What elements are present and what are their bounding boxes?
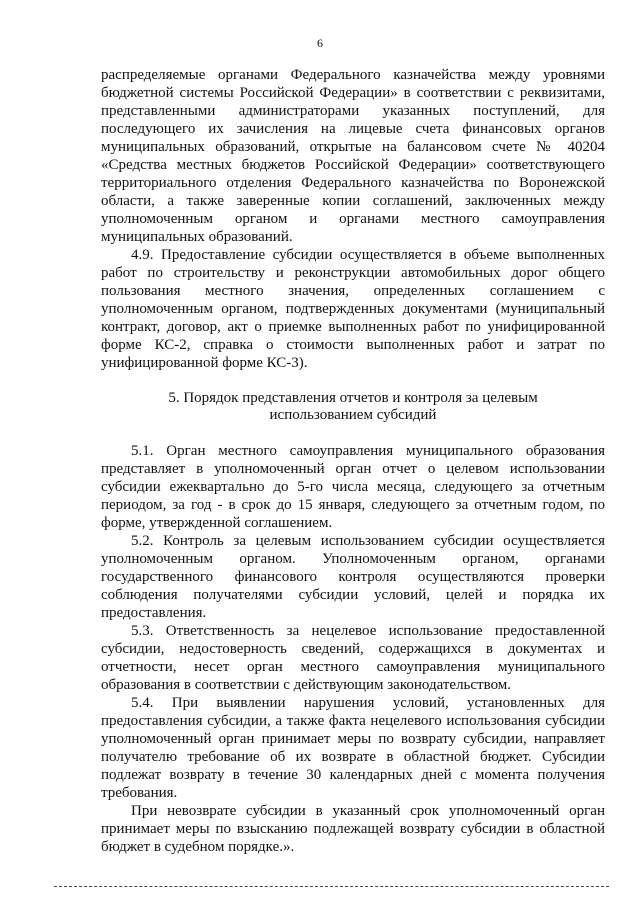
page-number: 6: [317, 36, 323, 50]
paragraph-5-2: 5.2. Контроль за целевым использованием субсидии осуществляется уполномоченным органом. Уполномоченным органом, органами государственного финансового контроля осуществляются проверки соблюдения получателями субсидии условий, целей и порядка их предоставления.: [101, 533, 605, 621]
section-heading: [101, 390, 605, 424]
paragraph-non-return: При невозврате субсидии в указанный срок уполномоченный орган принимает меры по взысканию подлежащей возврату субсидии в областной бюджет в судебном порядке.».: [101, 803, 605, 855]
paragraph-5-4: 5.4. При выявлении нарушения условий, установленных для предоставления субсидии, а также факта нецелевого использования субсидии уполномоченный орган принимает меры по возврату субсидии, направляет получателю требование об их возврате в областной бюджет. Субсидии подлежат возврату в течение 30 календарных дней с момента получения требования.: [101, 695, 605, 801]
paragraph-4-9: 4.9. Предоставление субсидии осуществляется в объеме выполненных работ по строительству и реконструкции автомобильных дорог общего пользования местного значения, определенных соглашением с уполномоченным органом, подтвержденных документами (муниципальный контракт, договор, акт о приемке выполненных работ по унифицированной форме КС-2, справка о стоимости выполненных работ и затрат по унифицированной форме КС-3).: [101, 247, 605, 371]
paragraph-5-3: 5.3. Ответственность за нецелевое использование предоставленной субсидии, недостоверность сведений, содержащихся в документах и отчетности, несет орган местного самоуправления муниципального образования в соответствии с действующим законодательством.: [101, 623, 605, 693]
section-heading-line-1: 5. Порядок представления отчетов и контроля за целевым: [168, 390, 538, 406]
paragraph-continuation: распределяемые органами Федерального казначейства между уровнями бюджетной системы Российской Федерации» в соответствии с реквизитами, представленными администраторами указанных поступлений, для последующего их зачисления на лицевые счета финансовых органов муниципальных образований, открытые на балансовом счете № 40204 «Средства местных бюджетов Российской Федерации» соответствующего территориального отделения Федерального казначейства по Воронежской области, а также заверенные копии соглашений, заключенных между уполномоченным органом и органами местного самоуправления муниципальных образований.: [101, 67, 605, 245]
paragraph-5-1: 5.1. Орган местного самоуправления муниципального образования представляет в уполномоченный орган отчет о целевом использовании субсидии ежеквартально до 5-го числа месяца, следующего за отчетным периодом, за год - в срок до 15 января, следующего за отчетным годом, по форме, утвержденной соглашением.: [101, 443, 605, 531]
section-heading-line-2: использованием субсидий: [269, 407, 437, 423]
footer-divider: [54, 886, 609, 887]
document-body: [101, 66, 605, 856]
